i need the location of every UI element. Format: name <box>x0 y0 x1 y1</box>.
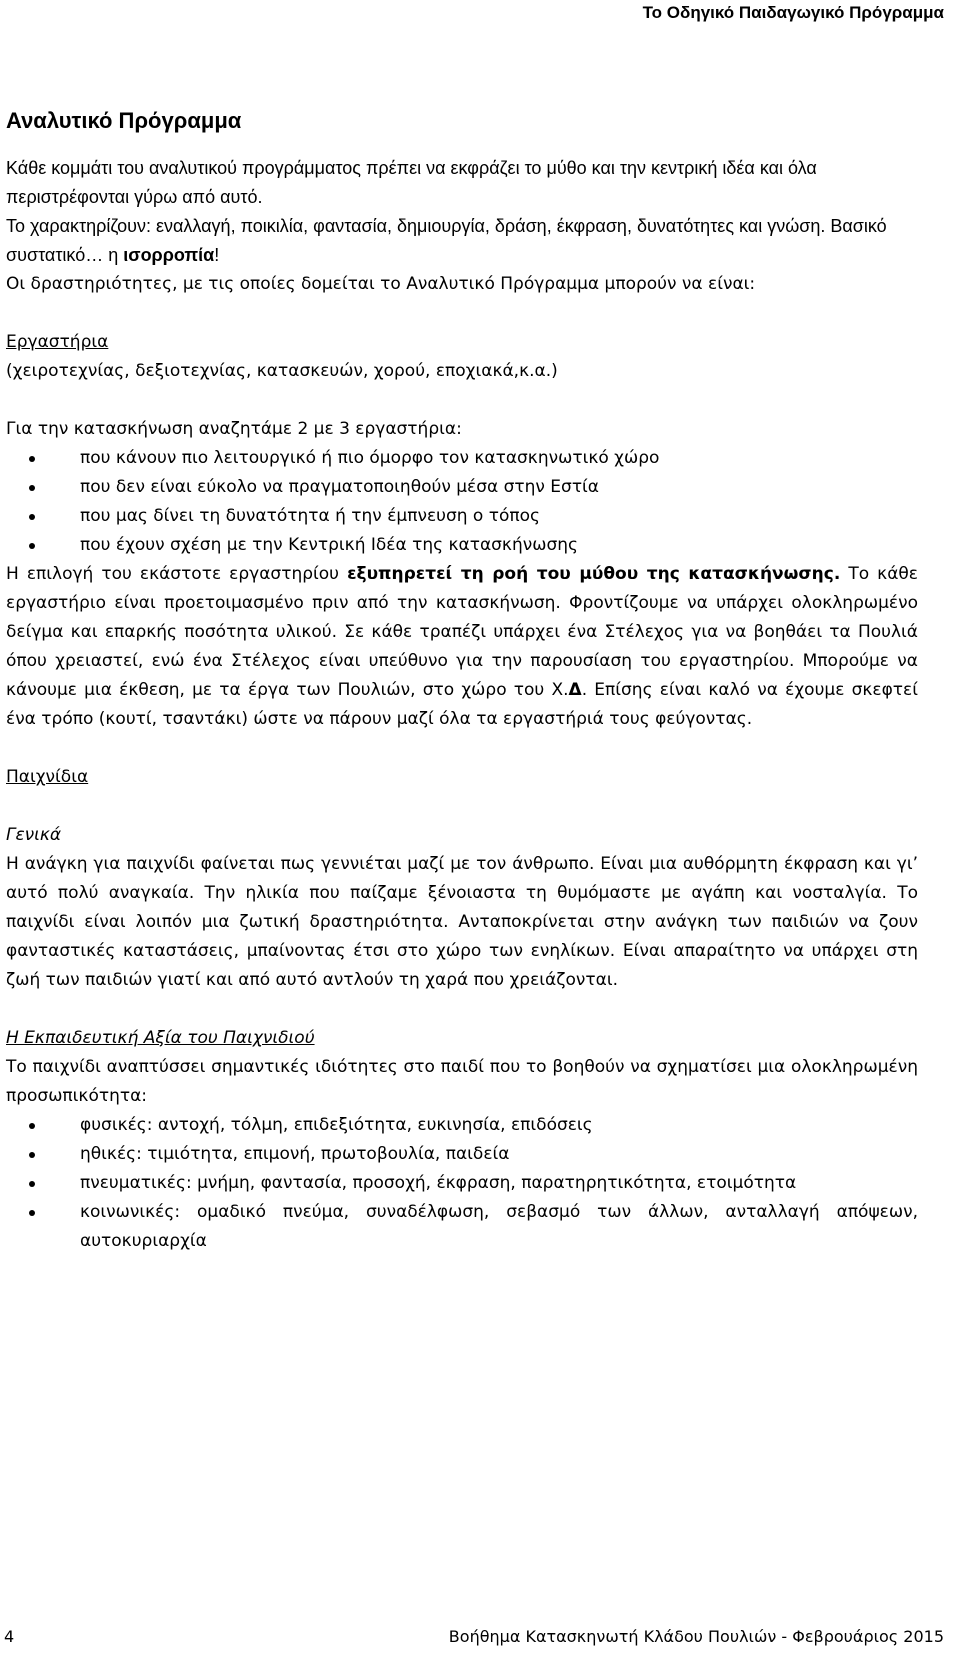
list-item: πνευματικές: μνήμη, φαντασία, προσοχή, έκφραση, παρατηρητικότητα, ετοιμότητα <box>6 1169 918 1198</box>
workshops-text-end: . Επίσης είναι καλό να έχουμε σκεφτεί ένα τρόπο (κουτί, τσαντάκι) ώστε να πάρουν μαζί όλα τα εργαστήριά τους φεύγοντας. <box>6 680 918 729</box>
intro-paragraph-2 <box>6 212 918 270</box>
intro-paragraph-1: Κάθε κομμάτι του αναλυτικού προγράμματος πρέπει να εκφράζει το μύθο και την κεντρική ιδέα και όλα περιστρέφονται γύρω από αυτό. <box>6 158 817 207</box>
list-item: που κάνουν πιο λειτουργικό ή πιο όμορφο τον κατασκηνωτικό χώρο <box>6 444 918 473</box>
games-value-heading: Η Εκπαιδευτική Αξία του Παιχνιδιού <box>6 1028 315 1048</box>
games-qualities-list <box>6 1111 918 1256</box>
footer-text: Βοήθημα Κατασκηνωτή Κλάδου Πουλιών - Φεβρουάριος 2015 <box>448 1627 944 1646</box>
intro-text: Το χαρακτηρίζουν: εναλλαγή, ποικιλία, φαντασία, δημιουργία, δράση, έκφραση, δυνατότητες και γνώση. Βασικό συστατικό… η <box>6 216 887 265</box>
workshops-subtitle: (χειροτεχνίας, δεξιοτεχνίας, κατασκευών, χορού, εποχιακά,κ.α.) <box>6 361 558 381</box>
workshops-text: Η επιλογή του εκάστοτε εργαστηρίου <box>6 564 348 584</box>
games-general-text: Η ανάγκη για παιχνίδι φαίνεται πως γεννιέται μαζί με τον άνθρωπο. Είναι μια αυθόρμητη έκφραση και γι’ αυτό πολύ αναγκαία. Την ηλικία που παίζαμε ξένοιαστα τη θυμόμαστε με αγάπη και νοσταλγία. Το παιχνίδι είναι λοιπόν μια ζωτική δραστηριότητα. Ανταποκρίνεται στην ανάγκη των παιδιών να ζουν φανταστικές καταστάσεις, μπαίνοντας έτσι στο χώρο των ενηλίκων. Είναι απαραίτητο να υπάρχει στη ζωή των παιδιών γιατί και από αυτό αντλούν τη χαρά που χρειάζονται. <box>6 854 918 990</box>
workshops-paragraph <box>6 560 918 734</box>
intro-exclamation: ! <box>214 245 220 265</box>
workshops-text-rest: Το κάθε εργαστήριο είναι προετοιμασμένο πριν από την κατασκήνωση. Φροντίζουμε να υπάρχει ολοκληρωμένο δείγμα και επαρκής ποσότητα υλικού. Σε κάθε τραπέζι υπάρχει ένα Στέλεχος για να βοηθάει τα Πουλιά όπου χρειαστεί, ενώ ένα Στέλεχος είναι υπεύθυνο για την παρουσίαση του εργαστηρίου. Μπορούμε να κάνουμε μια έκθεση, με τα έργα των Πουλιών, στο χώρο του Χ. <box>6 564 918 700</box>
games-general-heading: Γενικά <box>6 825 62 845</box>
list-item: που έχουν σχέση με την Κεντρική Ιδέα της κατασκήνωσης <box>6 531 918 560</box>
workshops-bold-letter: Δ <box>568 680 582 700</box>
workshops-list <box>6 444 918 560</box>
workshops-heading: Εργαστήρια <box>6 332 109 352</box>
list-item: κοινωνικές: ομαδικό πνεύμα, συναδέλφωση, σεβασμό των άλλων, ανταλλαγή απόψεων, αυτοκυριαρχία <box>6 1198 918 1256</box>
list-item: που μας δίνει τη δυνατότητα ή την έμπνευση ο τόπος <box>6 502 918 531</box>
section-title: Αναλυτικό Πρόγραμμα <box>6 108 242 133</box>
page-number: 4 <box>4 1627 15 1646</box>
workshops-lead: Για την κατασκήνωση αναζητάμε 2 με 3 εργαστήρια: <box>6 419 462 439</box>
page-header: Το Οδηγικό Παιδαγωγικό Πρόγραμμα <box>642 3 944 22</box>
list-item: που δεν είναι εύκολο να πραγματοποιηθούν μέσα στην Εστία <box>6 473 918 502</box>
intro-paragraph-3: Οι δραστηριότητες, με τις οποίες δομείται το Αναλυτικό Πρόγραμμα μπορούν να είναι: <box>6 274 756 294</box>
games-heading: Παιχνίδια <box>6 767 89 787</box>
intro-bold-word: ισορροπία <box>123 245 215 265</box>
workshops-bold-text: εξυπηρετεί τη ροή του μύθου της κατασκήνωσης. <box>347 564 841 584</box>
games-value-text: Το παιχνίδι αναπτύσσει σημαντικές ιδιότητες στο παιδί που το βοηθούν να σχηματίσει μια ολοκληρωμένη προσωπικότητα: <box>6 1057 918 1106</box>
page-content <box>6 106 918 1256</box>
list-item: φυσικές: αντοχή, τόλμη, επιδεξιότητα, ευκινησία, επιδόσεις <box>6 1111 918 1140</box>
list-item: ηθικές: τιμιότητα, επιμονή, πρωτοβουλία, παιδεία <box>6 1140 918 1169</box>
page-footer <box>4 1627 944 1646</box>
